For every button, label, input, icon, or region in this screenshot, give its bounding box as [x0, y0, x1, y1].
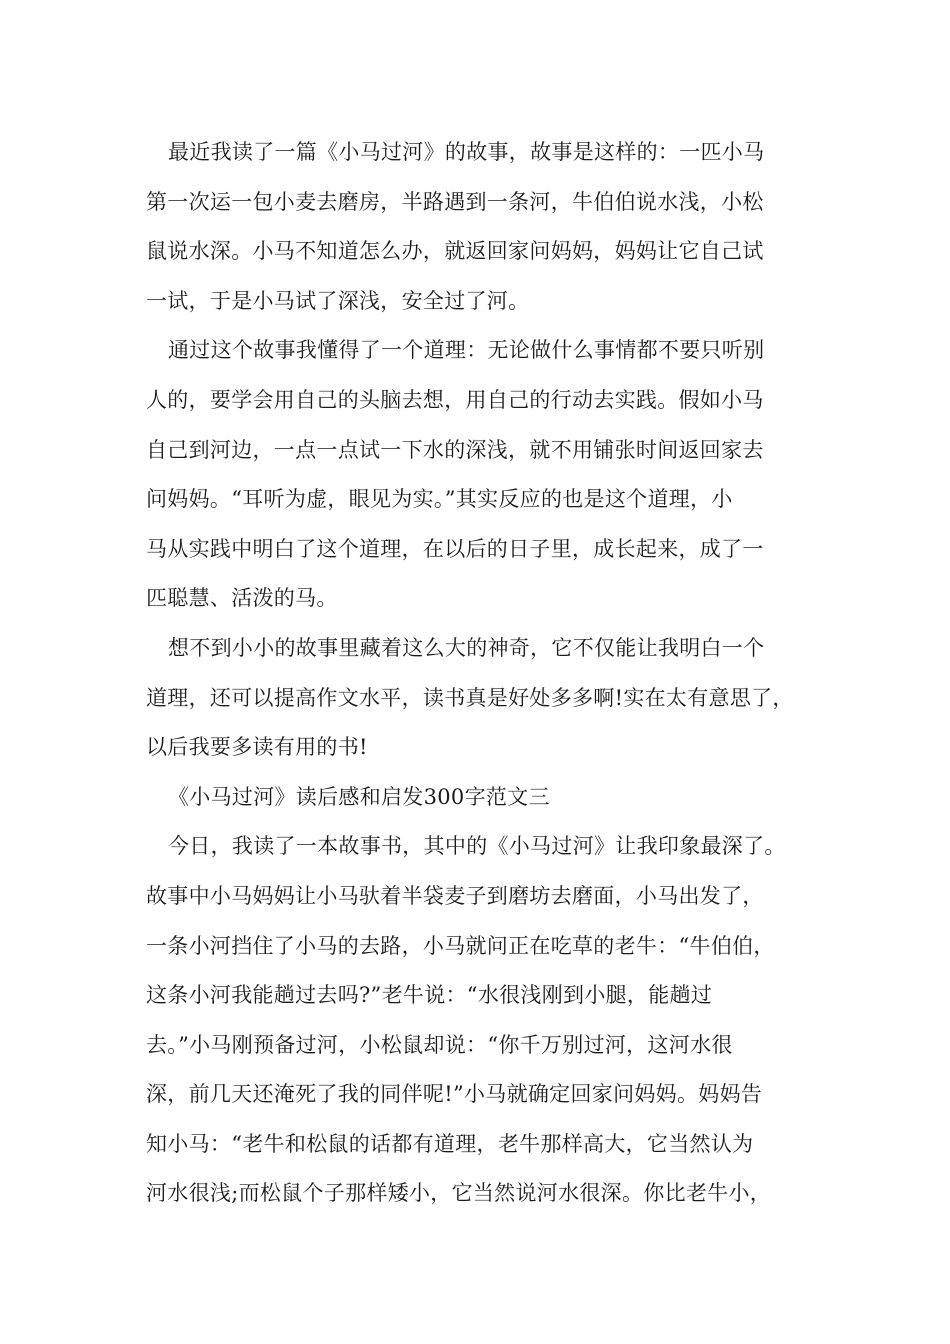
paragraph-2-line-1: 通过这个故事我懂得了一个道理：无论做什么事情都不要只听别	[168, 338, 765, 363]
document-body	[146, 128, 826, 1219]
paragraph-3-line-2: 道理，还可以提高作文水平，读书真是好处多多啊!实在太有意思了，	[146, 685, 794, 710]
paragraph-1-line-1: 最近我读了一篇《小马过河》的故事，故事是这样的：一匹小马	[168, 140, 765, 164]
paragraph-4-line-8: 河水很浅;而松鼠个子那样矮小，它当然说河水很深。你比老牛小，	[146, 1181, 772, 1206]
paragraph-4-line-1: 今日，我读了一本故事书，其中的《小马过河》让我印象最深了。	[168, 834, 786, 859]
paragraph-4-line-4: 这条小河我能趟过去吗?”老牛说：“水很浅刚到小腿，能趟过	[146, 983, 713, 1008]
paragraph-2-line-3: 自己到河边，一点一点试一下水的深浅，就不用铺张时间返回家去	[146, 437, 764, 462]
paragraph-3-line-1: 想不到小小的故事里藏着这么大的神奇，它不仅能让我明白一个	[168, 635, 765, 660]
paragraph-1-line-2: 第一次运一包小麦去磨房，半路遇到一条河，牛伯伯说水浅，小松	[146, 189, 764, 214]
paragraph-2-line-2: 人的，要学会用自己的头脑去想，用自己的行动去实践。假如小马	[146, 387, 764, 412]
paragraph-2-line-5: 马从实践中明白了这个道理，在以后的日子里，成长起来，成了一	[146, 536, 764, 561]
paragraph-2-line-6: 匹聪慧、活泼的马。	[146, 586, 338, 611]
paragraph-2-line-4: 问妈妈。“耳听为虚，眼见为实。”其实反应的也是这个道理，小	[146, 487, 733, 512]
paragraph-4-line-3: 一条小河挡住了小马的去路，小马就问正在吃草的老牛：“牛伯伯，	[146, 933, 775, 958]
paragraph-4-line-5: 去。”小马刚预备过河，小松鼠却说：“你千万别过河，这河水很	[146, 1032, 733, 1057]
paragraph-4-line-7: 知小马：“老牛和松鼠的话都有道理，老牛那样高大，它当然认为	[146, 1131, 754, 1156]
paragraph-1-line-4: 一试，于是小马试了深浅，安全过了河。	[146, 288, 530, 313]
paragraph-4-line-2: 故事中小马妈妈让小马驮着半袋麦子到磨坊去磨面，小马出发了，	[146, 883, 764, 908]
paragraph-4-line-6: 深，前几天还淹死了我的同伴呢!”小马就确定回家问妈妈。妈妈告	[146, 1082, 763, 1107]
paragraph-1-line-3: 鼠说水深。小马不知道怎么办，就返回家问妈妈，妈妈让它自己试	[146, 239, 764, 264]
section-heading: 《小马过河》读后感和启发300字范文三	[168, 784, 550, 809]
paragraph-3-line-3: 以后我要多读有用的书!	[146, 735, 368, 760]
